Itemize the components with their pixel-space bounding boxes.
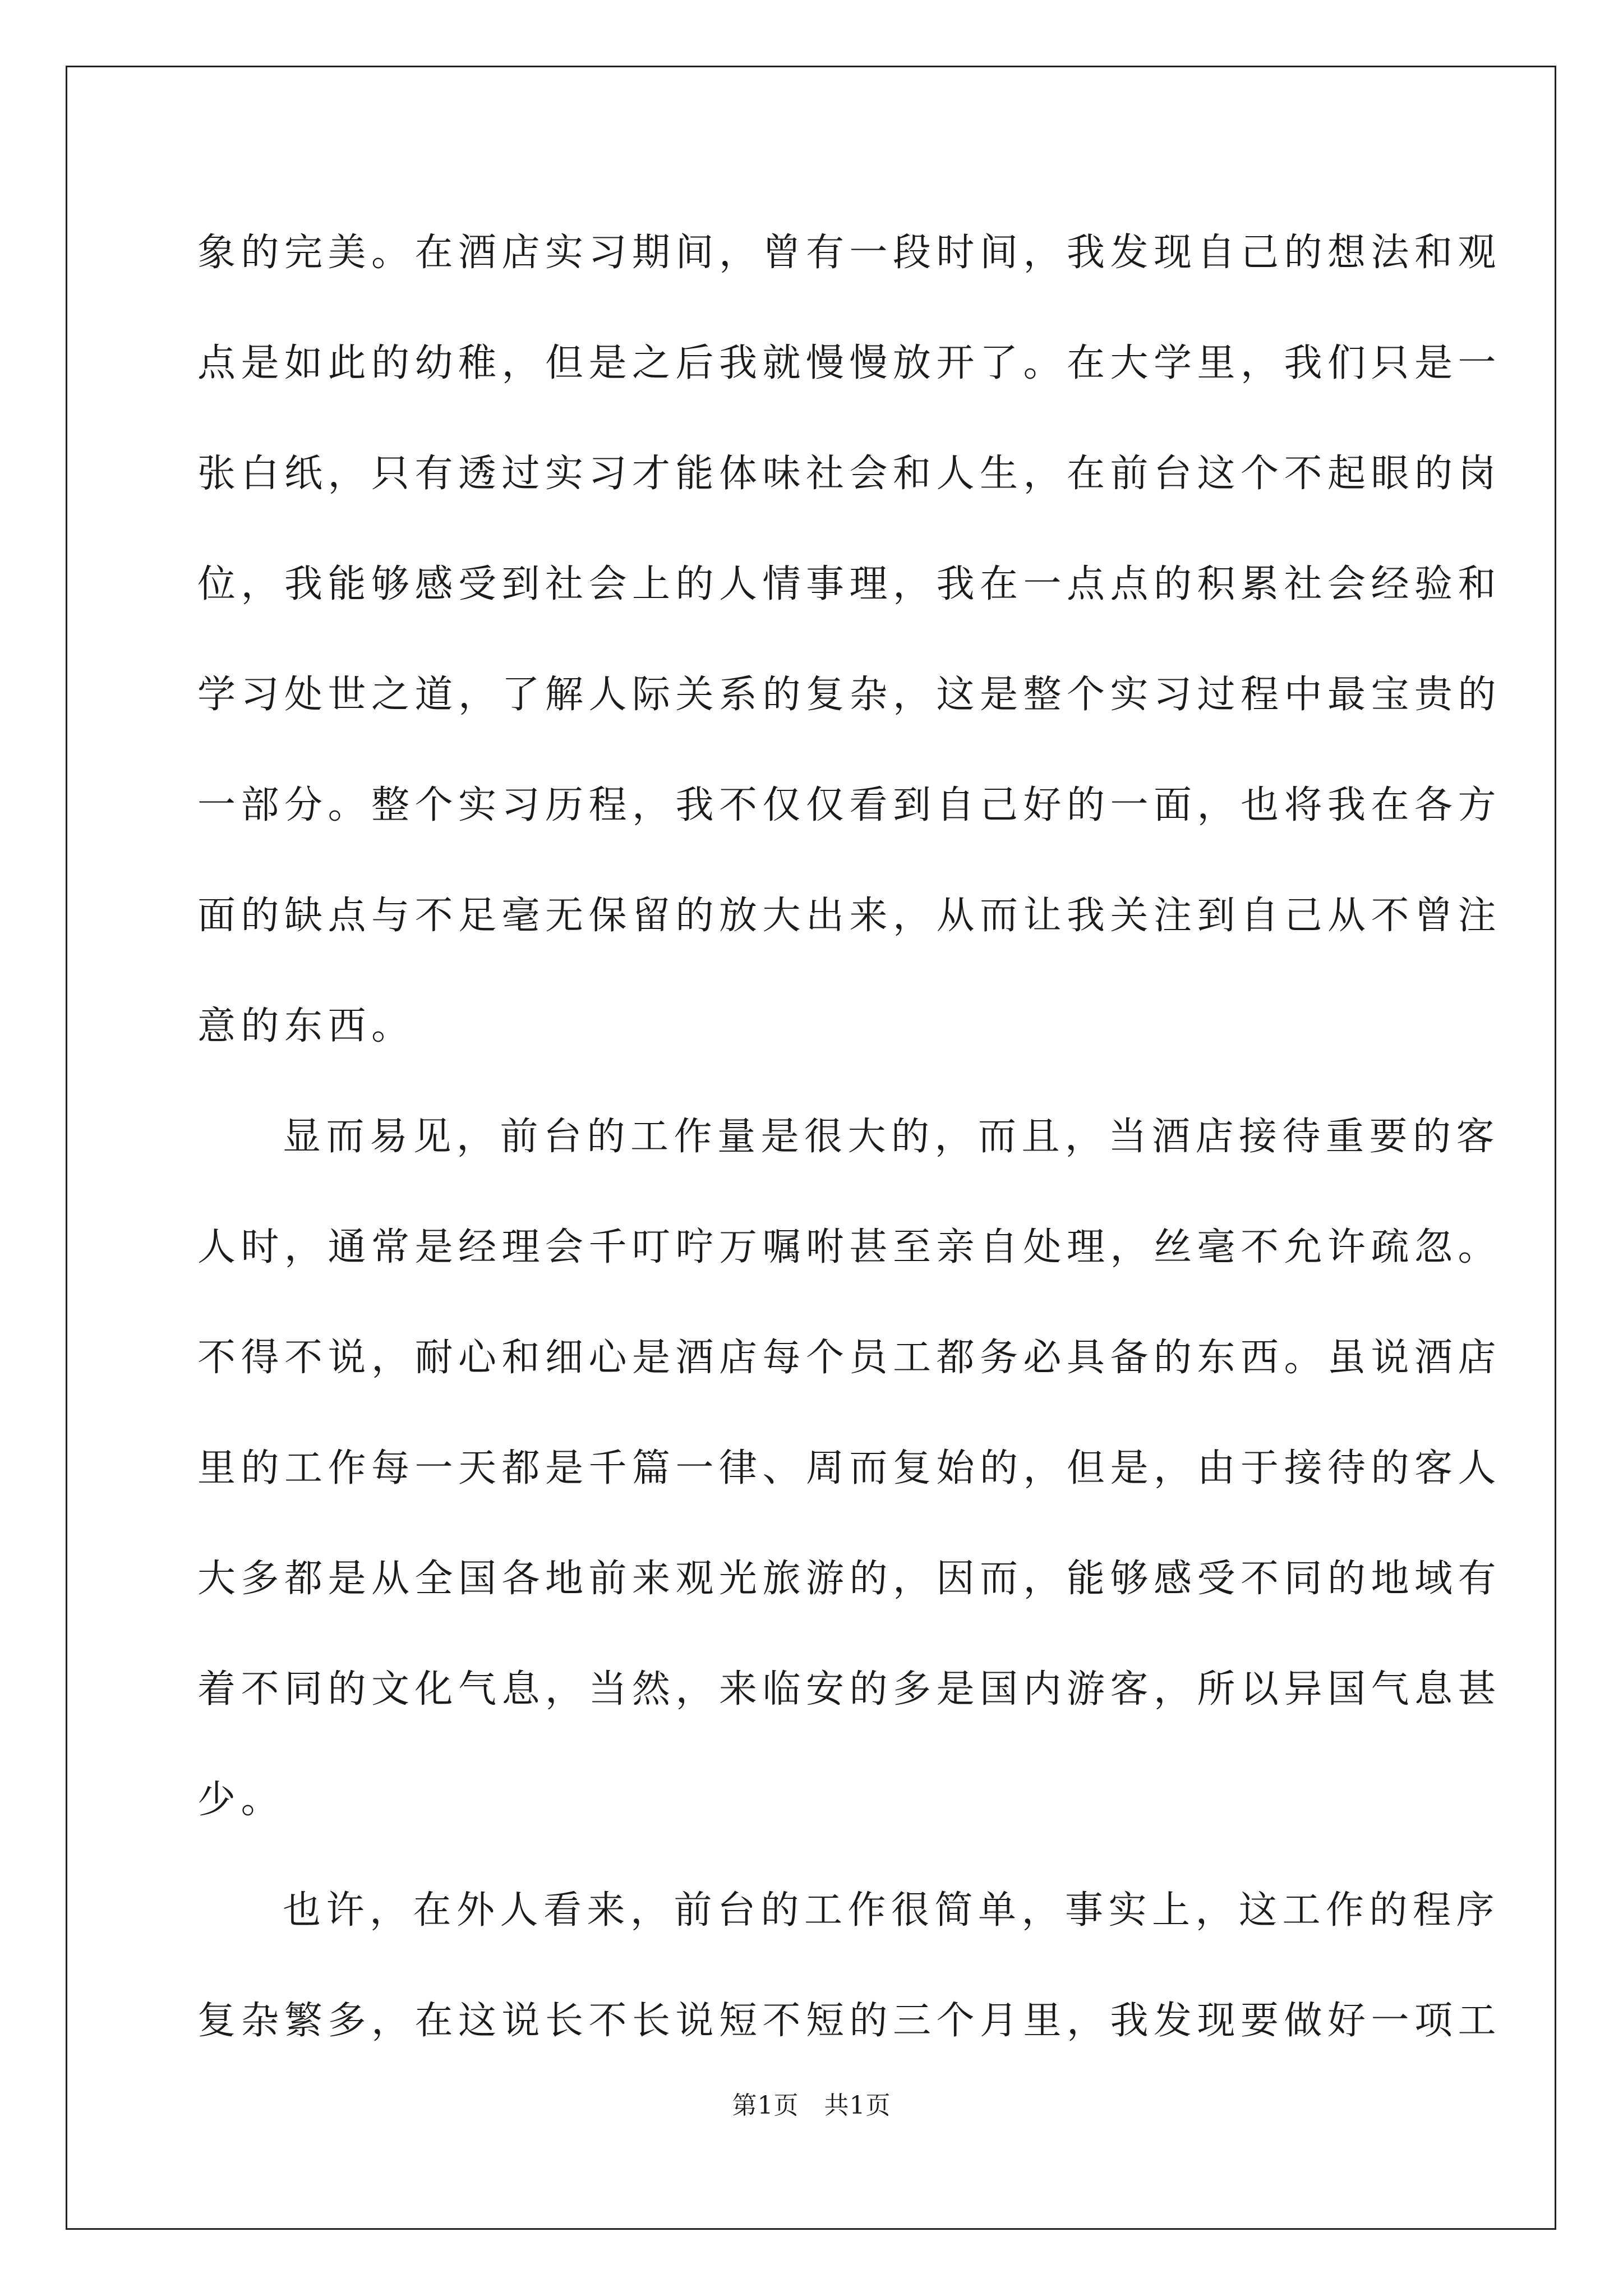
text-line: 学习处世之道，了解人际关系的复杂，这是整个实习过程中最宝贵的: [197, 673, 1502, 717]
text-line: 显而易见，前台的工作量是很大的，而且，当酒店接待重要的客: [283, 1115, 1500, 1159]
text-line: 人时，通常是经理会千叮咛万嘱咐甚至亲自处理，丝毫不允许疏忽。: [197, 1225, 1502, 1269]
text-line: 位，我能够感受到社会上的人情事理，我在一点点的积累社会经验和: [197, 562, 1502, 606]
text-line: 少。: [197, 1778, 285, 1822]
text-line: 不得不说，耐心和细心是酒店每个员工都务必具备的东西。虽说酒店: [197, 1336, 1502, 1380]
text-line: 张白纸，只有透过实习才能体味社会和人生，在前台这个不起眼的岗: [197, 452, 1502, 496]
paragraph-3: [197, 1855, 1502, 2076]
text-line: 意的东西。: [197, 1004, 415, 1048]
text-line: 象的完美。在酒店实习期间，曾有一段时间，我发现自己的想法和观: [197, 231, 1502, 275]
text-line: 也许，在外人看来，前台的工作很简单，事实上，这工作的程序: [283, 1888, 1500, 1932]
paragraph-2: [197, 1082, 1502, 1855]
text-line: 大多都是从全国各地前来观光旅游的，因而，能够感受不同的地域有: [197, 1557, 1502, 1601]
paragraph-1: [197, 197, 1502, 1082]
text-line: 里的工作每一天都是千篇一律、周而复始的，但是，由于接待的客人: [197, 1446, 1502, 1490]
text-line: 复杂繁多，在这说长不长说短不短的三个月里，我发现要做好一项工: [197, 1999, 1502, 2043]
text-line: 点是如此的幼稚，但是之后我就慢慢放开了。在大学里，我们只是一: [197, 341, 1502, 385]
text-line: 一部分。整个实习历程，我不仅仅看到自己好的一面，也将我在各方: [197, 783, 1502, 827]
text-line: 着不同的文化气息，当然，来临安的多是国内游客，所以异国气息甚: [197, 1667, 1502, 1711]
page-number-footer: 第1页 共1页: [732, 2091, 891, 2120]
text-line: 面的缺点与不足毫无保留的放大出来，从而让我关注到自己从不曾注: [197, 894, 1502, 938]
document-body: [197, 197, 1502, 2076]
